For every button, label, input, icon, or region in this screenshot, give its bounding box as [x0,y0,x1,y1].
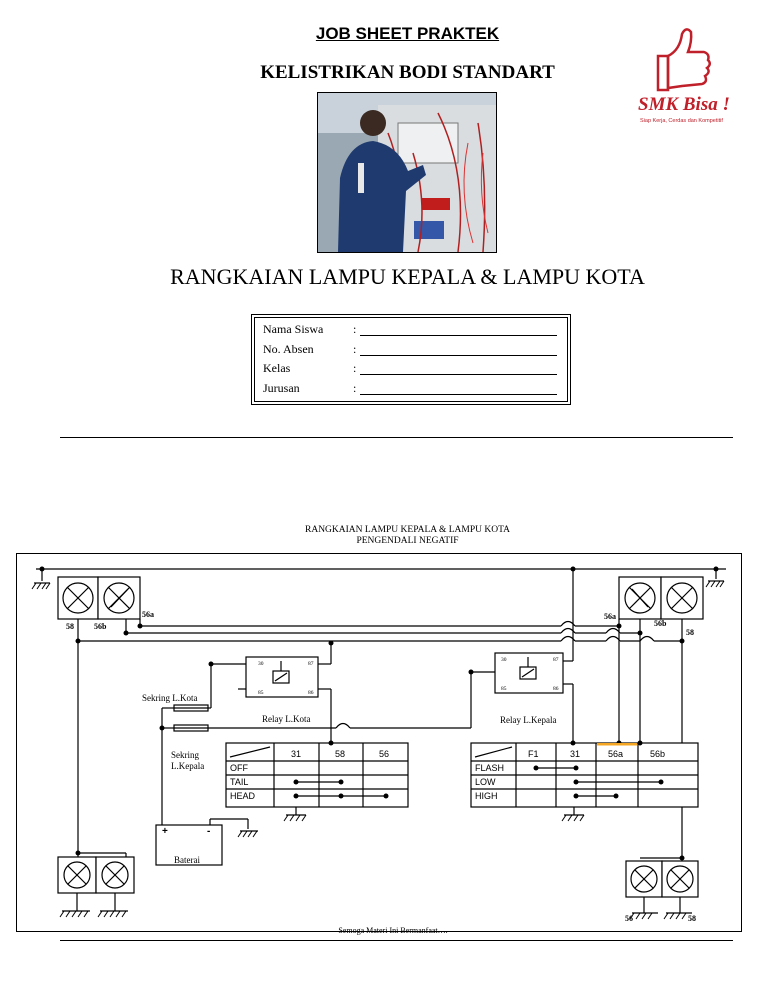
terminal-label: 56a [142,610,154,619]
dimmer-column-label: F1 [528,749,539,759]
form-label: No. Absen [263,342,314,356]
form-label: Jurusan [263,381,300,395]
terminal-label: 58 [686,628,694,637]
form-label: Nama Siswa [263,322,324,336]
relay-pin: 86 [308,690,314,696]
relay-head-label: Relay L.Kepala [500,715,557,725]
switch-row-label: OFF [230,763,248,773]
footer-note: Semoga Materi Ini Bermanfaat…. [338,926,448,935]
relay-pin: 30 [258,661,264,667]
absen-field[interactable] [360,355,557,356]
battery-plus: + [162,826,168,837]
switch-column-label: 58 [335,749,346,759]
relay-pin: 87 [308,661,314,667]
switch-row-label: TAIL [230,777,249,787]
dimmer-column-label: 31 [570,749,581,759]
terminal-label: 56a [604,612,616,621]
dimmer-row-label: LOW [475,777,496,787]
kelas-field[interactable] [360,374,557,375]
fuse-head-label: L.Kepala [171,761,205,771]
diagram-title: RANGKAIAN LAMPU KEPALA & LAMPU KOTA [305,525,510,535]
relay-pin: 87 [553,657,559,663]
dimmer-row-label: FLASH [475,763,505,773]
footer-divider [60,940,733,941]
jurusan-field[interactable] [360,394,557,395]
relay-pin: 30 [501,657,507,663]
battery-minus: - [207,826,211,837]
switch-column-label: 56 [379,749,390,759]
terminal-label: 56b [654,619,667,628]
student-info-form: Nama Siswa : No. Absen : Kelas : Jurusan : [251,314,571,405]
logo-brand-text: SMK Bisa ! [638,94,730,115]
form-label: Kelas [263,361,291,375]
terminal-label: 56 [625,914,633,923]
diagram-subtitle: PENGENDALI NEGATIF [356,536,459,546]
name-field[interactable] [360,335,557,336]
job-sheet-title: JOB SHEET PRAKTEK [315,24,500,43]
subject-title: RANGKAIAN LAMPU KEPALA & LAMPU KOTA [170,264,645,289]
fuse-head-label: Sekring [171,750,199,760]
dimmer-row-label: HIGH [475,791,498,801]
relay-pin: 86 [553,686,559,692]
smk-bisa-logo [624,20,754,130]
terminal-label: 58 [66,622,74,631]
document-title: KELISTRIKAN BODI STANDART [260,62,555,83]
relay-tail-label: Relay L.Kota [262,714,311,724]
practice-photo [317,92,497,253]
wiring-diagram [16,553,743,938]
battery-label: Baterai [174,855,200,865]
terminal-label: 58 [688,914,696,923]
dimmer-56a-highlight [597,743,637,746]
relay-pin: 85 [258,690,264,696]
divider [60,437,733,438]
relay-pin: 85 [501,686,507,692]
dimmer-column-label: 56b [650,749,666,759]
logo-tagline: Siap Kerja, Cerdas dan Kompetitif [640,118,723,124]
terminal-label: 56b [94,622,107,631]
switch-column-label: 31 [291,749,302,759]
dimmer-column-label: 56a [608,749,624,759]
fuse-tail-label: Sekring L.Kota [142,693,198,703]
switch-row-label: HEAD [230,791,256,801]
